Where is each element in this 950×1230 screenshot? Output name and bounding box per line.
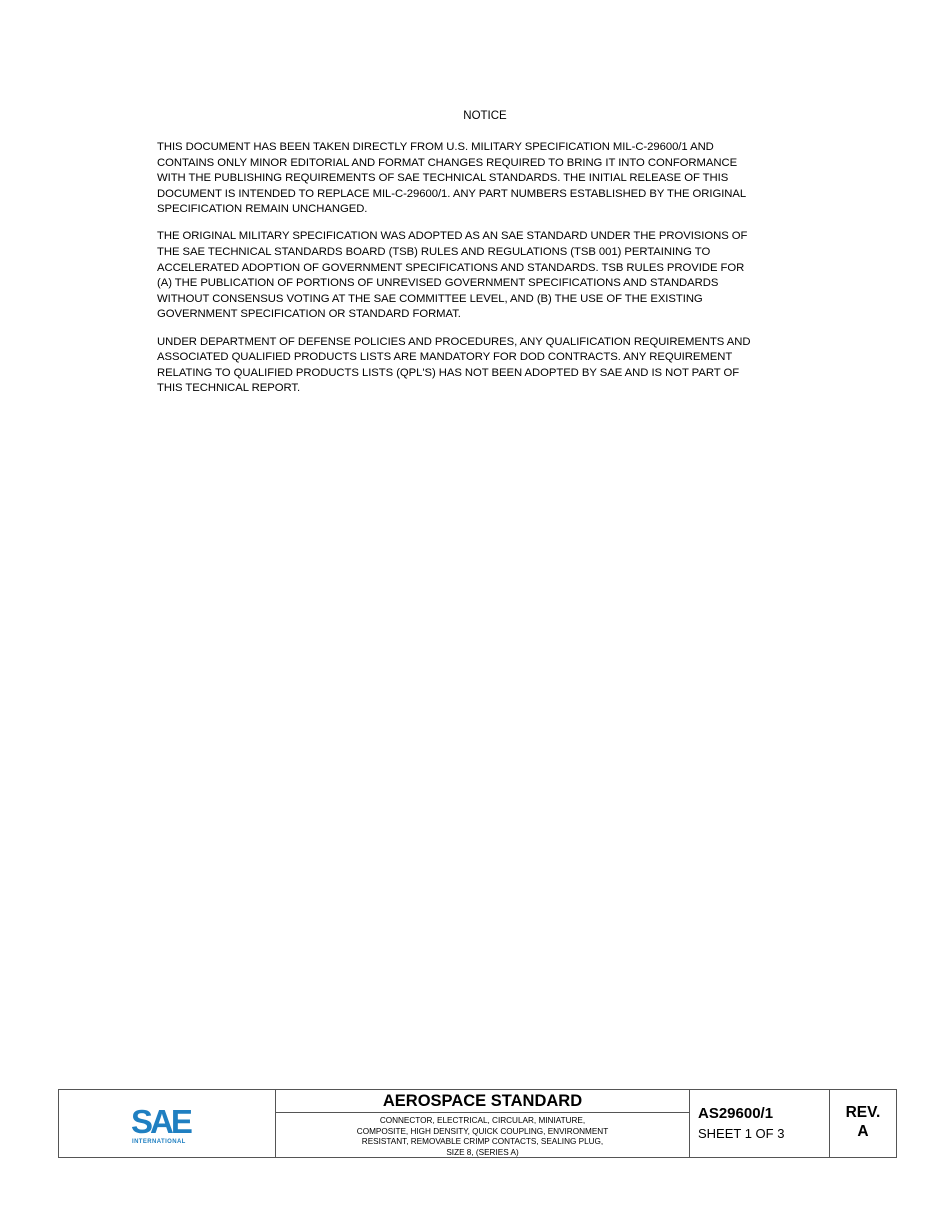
notice-title: NOTICE [463, 110, 507, 122]
document-description: CONNECTOR, ELECTRICAL, CIRCULAR, MINIATURE, COMPOSITE, HIGH DENSITY, QUICK COUPLING, ENVIRONMENT RESISTANT, REMOVABLE CRIMP CONTACTS, SEALING PLUG, SIZE 8, (SERIES A) [356, 1116, 609, 1157]
sheet-indicator: SHEET 1 OF 3 [698, 1126, 785, 1141]
notice-paragraph-2: THE ORIGINAL MILITARY SPECIFICATION WAS ADOPTED AS AN SAE STANDARD UNDER THE PROVISIONS OF THE SAE TECHNICAL STANDARDS BOARD (TSB) RULES AND REGULATIONS (TSB 001) PERTAINING TO ACCELERATED ADOPTION OF GOVERNMENT SPECIFICATIONS AND STANDARDS. TSB RULES PROVIDE FOR (A) THE PUBLICATION OF PORTIONS OF UNREVISED GOVERNMENT SPECIFICATIONS AND STANDARDS WITHOUT CONSENSUS VOTING AT THE SAE COMMITTEE LEVEL, AND (B) THE USE OF THE EXISTING GOVERNMENT SPECIFICATION OR STANDARD FORMAT. [157, 230, 748, 321]
logo-text: SAE [131, 1104, 190, 1140]
number-cell [690, 1090, 830, 1157]
revision-cell [830, 1090, 896, 1157]
notice-body [157, 140, 817, 408]
notice-paragraph-3: UNDER DEPARTMENT OF DEFENSE POLICIES AND PROCEDURES, ANY QUALIFICATION REQUIREMENTS AND ASSOCIATED QUALIFIED PRODUCTS LISTS ARE MANDATORY FOR DOD CONTRACTS. ANY REQUIREMENT RELATING TO QUALIFIED PRODUCTS LISTS (QPL'S) HAS NOT BEEN ADOPTED BY SAE AND IS NOT PART OF THIS TECHNICAL REPORT. [157, 335, 751, 395]
logo-subtext: INTERNATIONAL [132, 1139, 186, 1144]
notice-paragraph-1: THIS DOCUMENT HAS BEEN TAKEN DIRECTLY FROM U.S. MILITARY SPECIFICATION MIL-C-29600/1 AND CONTAINS ONLY MINOR EDITORIAL AND FORMAT CHANGES REQUIRED TO BRING IT INTO CONFORMANCE WITH THE PUBLISHING REQUIREMENTS OF SAE TECHNICAL STANDARDS. THE INITIAL RELEASE OF THIS DOCUMENT IS INTENDED TO REPLACE MIL-C-29600/1. ANY PART NUMBERS ESTABLISHED BY THE ORIGINAL SPECIFICATION REMAIN UNCHANGED. [157, 141, 747, 216]
logo-cell [59, 1090, 276, 1157]
description-cell [276, 1090, 690, 1157]
document-number: AS29600/1 [698, 1105, 774, 1122]
sae-logo [131, 1104, 201, 1144]
title-block [58, 1089, 897, 1158]
revision-label: REV. [845, 1104, 881, 1121]
revision-value: A [857, 1123, 869, 1140]
document-heading: AEROSPACE STANDARD [276, 1090, 689, 1113]
